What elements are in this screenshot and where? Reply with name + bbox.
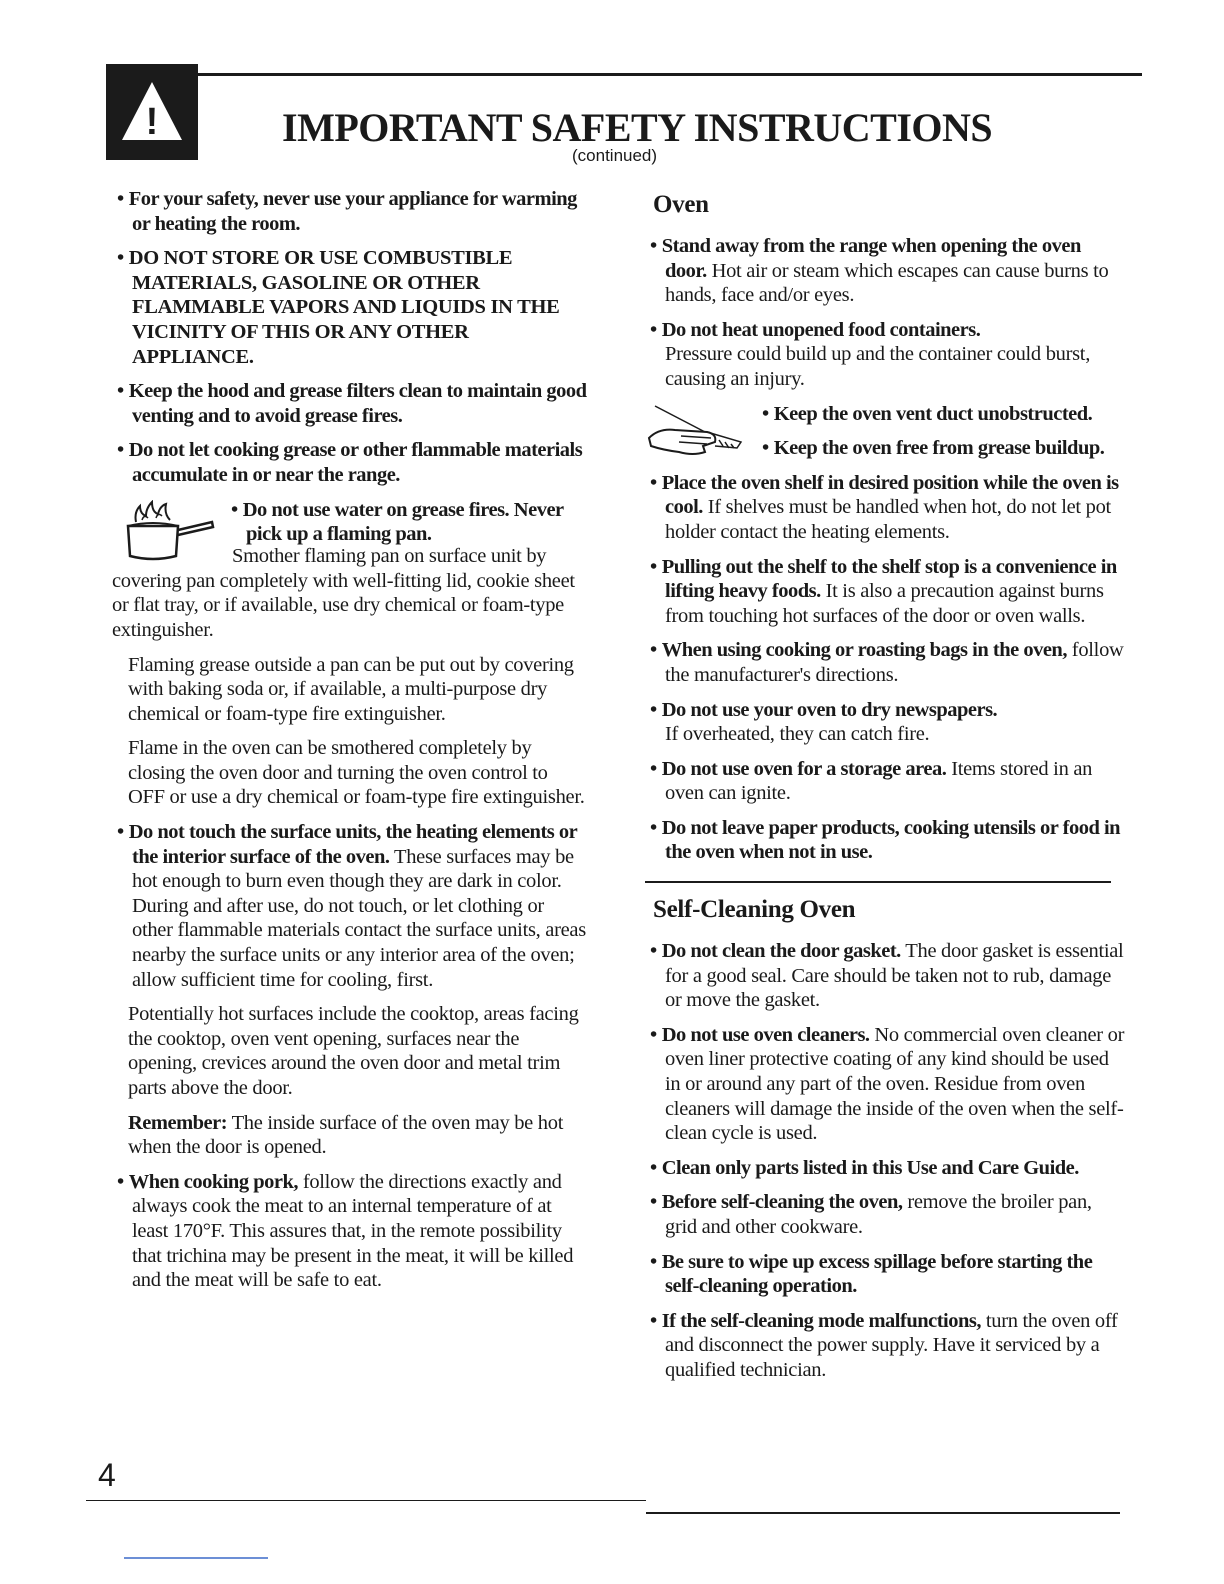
item-lead: Do not heat unopened food containers.: [661, 318, 981, 341]
item-lead: DO NOT STORE OR USE COMBUSTIBLE MATERIALS, GASOLINE OR OTHER FLAMMABLE VAPORS AND LIQUIDS IN THE VICINITY OF THIS OR ANY OTHER APPLIANCE.: [128, 247, 560, 368]
right-column: [645, 190, 1125, 1393]
item-lead: Do not use your oven to dry newspapers.: [661, 698, 998, 721]
item-lead: Keep the oven vent duct unobstructed.: [773, 402, 1093, 425]
list-item: [226, 498, 588, 547]
item-lead: For your safety, never use your appliance for warming or heating the room.: [128, 188, 577, 235]
list-item: [645, 471, 1125, 545]
list-item: [112, 1170, 588, 1293]
list-item: [645, 234, 1125, 308]
warning-triangle-icon: [119, 78, 185, 144]
paragraph: [112, 1111, 588, 1160]
list-item: [645, 638, 1125, 687]
item-text: The inside surface of the oven may be hot when the door is opened.: [128, 1111, 564, 1159]
warning-box: [106, 64, 198, 160]
item-lead: Be sure to wipe up excess spillage before starting the self-cleaning operation.: [661, 1250, 1093, 1298]
item-lead: Stand away from the range when opening the oven door.: [661, 235, 1081, 282]
list-item: [645, 555, 1125, 629]
list-item: [757, 436, 1104, 461]
item-lead: Do not use oven cleaners.: [661, 1023, 870, 1046]
list-item: [112, 246, 588, 369]
flaming-pan-illustration: [120, 500, 220, 569]
list-item: [645, 939, 1125, 1013]
hand-on-vent-icon: [645, 402, 745, 458]
item-text: Items stored in an oven can ignite.: [665, 757, 1093, 805]
item-lead: Clean only parts listed in this Use and Care Guide.: [661, 1156, 1079, 1179]
list-item: [645, 816, 1125, 865]
vent-hand-illustration: [645, 402, 757, 465]
item-text: Hot air or steam which escapes can cause burns to hands, face and/or eyes.: [665, 259, 1109, 307]
item-text: These surfaces may be hot enough to burn even though they are dark in color. During and after use, do not touch, or let clothing or other flammable materials contact the surface units, areas nearby the surface units or any interior area of the oven; allow sufficient time for cooling, first.: [132, 845, 586, 991]
item-text: No commercial oven cleaner or oven liner protective coating of any kind should be used in or around any part of the oven. Residue from oven cleaners will damage the inside of the oven when the self-clean cycle is used.: [665, 1023, 1125, 1145]
list-item: [112, 820, 588, 992]
oven-heading: Oven: [653, 191, 709, 218]
item-lead: Do not let cooking grease or other flammable materials accumulate in or near the range.: [128, 439, 583, 486]
item-text: The door gasket is essential for a good seal. Care should be taken not to rub, damage or move the gasket.: [665, 940, 1124, 1012]
vent-duct-text: [757, 402, 1104, 471]
item-text: turn the oven off and disconnect the power supply. Have it serviced by a qualified technician.: [665, 1309, 1118, 1381]
item-lead: Place the oven shelf in desired position while the oven is cool.: [661, 471, 1119, 519]
grease-fire-text: [220, 498, 588, 547]
list-item: [112, 438, 588, 487]
list-item: [645, 1190, 1125, 1239]
footer-rule-left: [86, 1500, 646, 1501]
header-rule: [198, 73, 1142, 76]
item-lead: Pulling out the shelf to the shelf stop is a convenience in lifting heavy foods.: [661, 555, 1117, 603]
item-lead: When cooking pork,: [128, 1170, 298, 1193]
list-item: [112, 187, 588, 236]
list-item: [645, 1156, 1125, 1181]
paragraph: Flame in the oven can be smothered completely by closing the oven door and turning the oven control to OFF or use a dry chemical or foam-type fire extinguisher.: [128, 737, 585, 809]
page-subtitle: (continued): [572, 146, 658, 165]
item-text: follow the directions exactly and always cook the meat to an internal temperature of at least 170°F. This assures that, in the remote possibility that trichina may be present in the meat, it will be killed and the meat will be safe to eat.: [132, 1170, 574, 1292]
item-lead: Do not touch the surface units, the heating elements or the interior surface of the oven.: [128, 821, 577, 868]
item-lead: Remember:: [128, 1111, 228, 1134]
list-item: [645, 1023, 1125, 1146]
footer-rule-right: [646, 1512, 1120, 1514]
item-lead: Do not use oven for a storage area.: [661, 757, 947, 780]
item-text: Pressure could build up and the container could burst, causing an injury.: [665, 343, 1091, 390]
warning-symbol: !: [145, 101, 159, 143]
list-item: [645, 757, 1125, 806]
item-text: follow the manufacturer's directions.: [665, 639, 1124, 686]
left-column: [112, 187, 588, 1303]
item-lead: Do not use water on grease fires. Never pick up a flaming pan.: [242, 498, 564, 546]
vent-duct-block: [645, 402, 1125, 471]
page-number: 4: [98, 1457, 116, 1493]
item-lead: Keep the oven free from grease buildup.: [773, 437, 1105, 460]
flaming-pan-icon: [120, 500, 220, 562]
item-text: It is also a precaution against burns from touching hot surfaces of the door or oven walls.: [665, 580, 1104, 627]
item-lead: When using cooking or roasting bags in the oven,: [661, 639, 1067, 662]
list-item: [112, 379, 588, 428]
item-lead: Do not clean the door gasket.: [661, 940, 901, 963]
item-text: If overheated, they can catch fire.: [665, 723, 930, 746]
item-text: If shelves must be handled when hot, do not let pot holder contact the heating elements.: [665, 496, 1111, 543]
item-text: remove the broiler pan, grid and other cookware.: [665, 1191, 1092, 1238]
item-lead: Do not leave paper products, cooking utensils or food in the oven when not in use.: [661, 816, 1121, 864]
paragraph: Potentially hot surfaces include the cooktop, areas facing the cooktop, oven vent opening, surfaces near the opening, crevices around the oven door and metal trim parts above the door.: [128, 1003, 579, 1099]
list-item: [645, 698, 1125, 747]
item-lead: If the self-cleaning mode malfunctions,: [661, 1309, 982, 1332]
accent-line: [124, 1557, 268, 1559]
item-lead: Keep the hood and grease filters clean to maintain good venting and to avoid grease fires.: [128, 380, 587, 427]
item-lead: Before self-cleaning the oven,: [661, 1191, 903, 1214]
grease-fire-body: Smother flaming pan on surface unit by covering pan completely with well-fitting lid, cookie sheet or flat tray, or if available, use dry chemical or foam-type extinguisher.: [112, 545, 575, 641]
list-item: [645, 1250, 1125, 1299]
list-item: [645, 1309, 1125, 1383]
self-cleaning-heading: Self-Cleaning Oven: [653, 896, 856, 924]
list-item: [645, 318, 1125, 392]
page-title: IMPORTANT SAFETY INSTRUCTIONS: [282, 105, 993, 150]
paragraph: Flaming grease outside a pan can be put out by covering with baking soda or, if available, a multi-purpose dry chemical or foam-type fire extinguisher.: [128, 653, 574, 725]
section-divider: [645, 881, 1111, 883]
list-item: [757, 402, 1104, 427]
